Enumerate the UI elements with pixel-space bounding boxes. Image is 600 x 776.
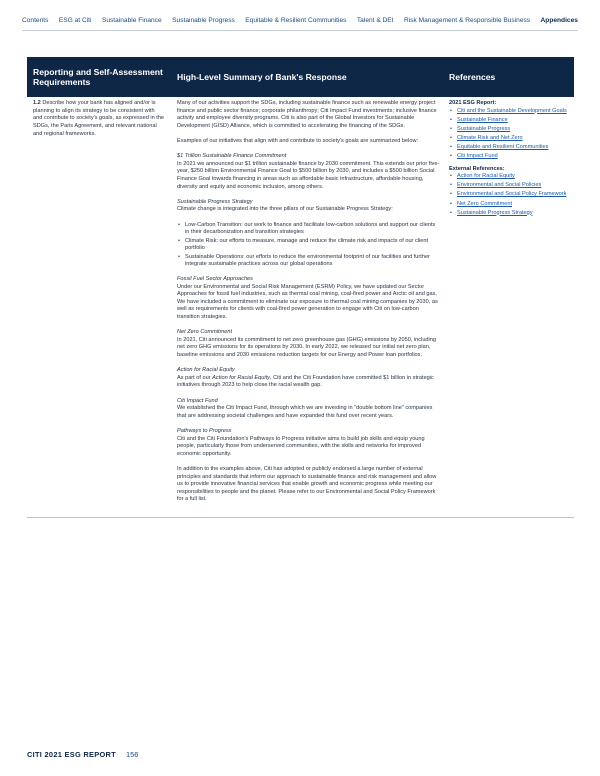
requirement-number: 1.2 bbox=[33, 100, 41, 106]
references-cell bbox=[446, 97, 574, 511]
header-requirements: Reporting and Self-Assessment Requirements bbox=[33, 67, 163, 87]
section-net-zero bbox=[177, 329, 440, 359]
nav-sustainable-finance[interactable]: Sustainable Finance bbox=[101, 16, 162, 24]
text-post: , Citi and the Citi Foundation have committed $1 billion in strategic initiatives through 2023 to help close the racial wealth gap. bbox=[177, 374, 434, 389]
closing-text: In addition to the examples above, Citi has adopted or publicly endorsed a large number of external principles and standards that inform our approach to sustainable finance and risk management and allow us to provide innovative financial services that enable growth and economic progress while meeting our responsibilities to people and the planet. Please refer to our Environmental and Social Policy Framework for a full list. bbox=[177, 465, 437, 503]
requirement-cell bbox=[27, 97, 171, 511]
section-text: Citi and the Citi Foundation's Pathways to Progress initiative aims to build job skills and equip young people, particularly those from underserved communities, with the skills and networks for improved economic opportunity. bbox=[177, 435, 425, 457]
external-links bbox=[449, 173, 574, 217]
link-net-zero[interactable]: Net Zero Commitment bbox=[457, 200, 513, 207]
nav-equitable-resilient-communities[interactable]: Equitable & Resilient Communities bbox=[245, 16, 347, 24]
list-item bbox=[449, 201, 574, 209]
page-number: 156 bbox=[125, 750, 139, 759]
section-sustainable-progress bbox=[177, 199, 440, 269]
list-item bbox=[449, 210, 574, 218]
section-text: Climate change is integrated into the three pillars of our Sustainable Progress Strategy: bbox=[177, 206, 393, 213]
list-item: • Sustainable Operations: our efforts to reduce the environmental footprint of our facilities and further integrate sustainable practices across our global operations bbox=[177, 254, 440, 269]
section-text: Under our Environmental and Social Risk Management (ESRM) Policy, we have updated our Sector Approaches for fossil fuel industries, such as thermal coal mining, coal-fired power and Arctic oil and gas. We have included a commitment to eliminate our exposure to thermal coal mining companies by 2030, as well as requirements for clients with coal-fired power generation to engage with Citi on low-carbon transition strategies. bbox=[177, 283, 438, 321]
response-cell bbox=[171, 97, 446, 511]
section-title: Fossil Fuel Sector Approaches bbox=[177, 276, 253, 283]
section-title: Net Zero Commitment bbox=[177, 329, 233, 336]
report-links bbox=[449, 108, 574, 161]
report-brand: CITI 2021 ESG REPORT bbox=[27, 750, 116, 759]
external-references-title: External References: bbox=[449, 165, 505, 172]
link-racial-equity[interactable]: Action for Racial Equity bbox=[457, 173, 515, 180]
section-title: $1 Trillion Sustainable Finance Commitment bbox=[177, 153, 287, 160]
section-sustainable-finance bbox=[177, 153, 440, 191]
header-references: References bbox=[449, 72, 496, 82]
section-fossil-fuel bbox=[177, 276, 440, 322]
section-title: Action for Racial Equity bbox=[177, 367, 235, 374]
list-item bbox=[449, 126, 574, 134]
section-text: In 2021, Citi announced its commitment to net zero greenhouse gas (GHG) emissions by 2050, including net zero GHG emissions for its operations by 2030. In early 2022, we released our initial net zero plan, baseline emissions and 2030 emissions reduction targets for our Energy and Power loan portfolios. bbox=[177, 336, 437, 358]
nav-esg-at-citi[interactable]: ESG at Citi bbox=[58, 16, 92, 24]
response-intro: Many of our activities support the SDGs, including sustainable finance such as renewable energy project finance and public sector finance; corporate philanthropy; Citi Impact Fund investments; inclusive finance activity and employee diversity programs. Citi is also part of the Global Investors for Sustainable Development (GISD) Alliance, which is committed to accelerating the financing of the SDGs. bbox=[177, 100, 437, 129]
list-item bbox=[449, 191, 574, 199]
link-equitable-communities[interactable]: Equitable and Resilient Communities bbox=[457, 143, 549, 150]
nav-talent-dei[interactable]: Talent & DEI bbox=[356, 16, 394, 24]
table-header bbox=[27, 57, 574, 97]
section-title: Citi Impact Fund bbox=[177, 397, 218, 404]
list-item bbox=[449, 144, 574, 152]
pillars-list bbox=[177, 222, 440, 270]
section-text: In 2021 we announced our $1 trillion sustainable finance by 2030 commitment. This extends our prior five-year, $250 billion Environmental Finance Goal to $500 billion by 2030, and includes a $500 billion Social Finance Goal towards financing in areas such as affordable basic infrastructure, affordable housing, diversity and equity and economic inclusion, among others. bbox=[177, 160, 440, 190]
link-sustainable-finance[interactable]: Sustainable Finance bbox=[457, 116, 508, 123]
section-impact-fund bbox=[177, 398, 440, 421]
nav-contents[interactable]: Contents bbox=[22, 16, 49, 24]
section-title: Sustainable Progress Strategy bbox=[177, 198, 253, 205]
nav-risk-management[interactable]: Risk Management & Responsible Business bbox=[404, 16, 531, 24]
link-sdgs[interactable]: Citi and the Sustainable Development Goals bbox=[457, 107, 567, 114]
requirement-text: Describe how your bank has aligned and/or is planning to align its strategy to be consistent with and contribute to society's goals, as expressed in the SDGs, the Paris Agreement, and relevant national and regional frameworks. bbox=[33, 100, 165, 137]
list-item bbox=[449, 117, 574, 125]
section-text: We established the Citi Impact Fund, through which we are investing in "double bottom line" companies that are addressing societal challenges and have expanded this fund over recent years. bbox=[177, 405, 433, 419]
list-item bbox=[449, 173, 574, 181]
link-impact-fund[interactable]: Citi Impact Fund bbox=[457, 153, 498, 160]
list-item: • Climate Risk: our efforts to measure, manage and reduce the climate risk and impacts of our client portfolio bbox=[177, 238, 440, 253]
response-table bbox=[27, 57, 574, 518]
list-item bbox=[449, 108, 574, 116]
link-es-policies[interactable]: Environmental and Social Policies bbox=[457, 182, 542, 189]
nav-appendices[interactable]: Appendices bbox=[540, 16, 578, 24]
page-footer bbox=[27, 750, 138, 759]
top-navigation bbox=[22, 14, 578, 26]
text-pre: As part of our bbox=[177, 374, 213, 381]
list-item bbox=[449, 135, 574, 143]
report-references-title: 2021 ESG Report: bbox=[449, 100, 497, 106]
section-racial-equity bbox=[177, 367, 440, 390]
section-pathways bbox=[177, 428, 440, 458]
table-row bbox=[27, 97, 574, 518]
text-em: Action for Racial Equity bbox=[212, 374, 270, 381]
list-item bbox=[449, 153, 574, 161]
link-es-framework[interactable]: Environmental and Social Policy Framework bbox=[457, 191, 567, 198]
link-climate-risk[interactable]: Climate Risk and Net Zero bbox=[457, 134, 523, 141]
section-text bbox=[177, 375, 440, 390]
list-item: • Low-Carbon Transition: our work to finance and facilitate low-carbon solutions and support our clients in their decarbonization and transition strategies bbox=[177, 222, 440, 237]
header-summary: High-Level Summary of Bank's Response bbox=[177, 72, 347, 82]
section-title: Pathways to Progress bbox=[177, 427, 232, 434]
nav-sustainable-progress[interactable]: Sustainable Progress bbox=[172, 16, 235, 24]
link-progress-strategy[interactable]: Sustainable Progress Strategy bbox=[457, 209, 533, 216]
nav-divider bbox=[22, 30, 578, 31]
list-item bbox=[449, 182, 574, 190]
examples-intro: Examples of our initiatives that align with and contribute to society's goals are summarized below: bbox=[177, 137, 419, 144]
link-sustainable-progress[interactable]: Sustainable Progress bbox=[457, 125, 511, 132]
